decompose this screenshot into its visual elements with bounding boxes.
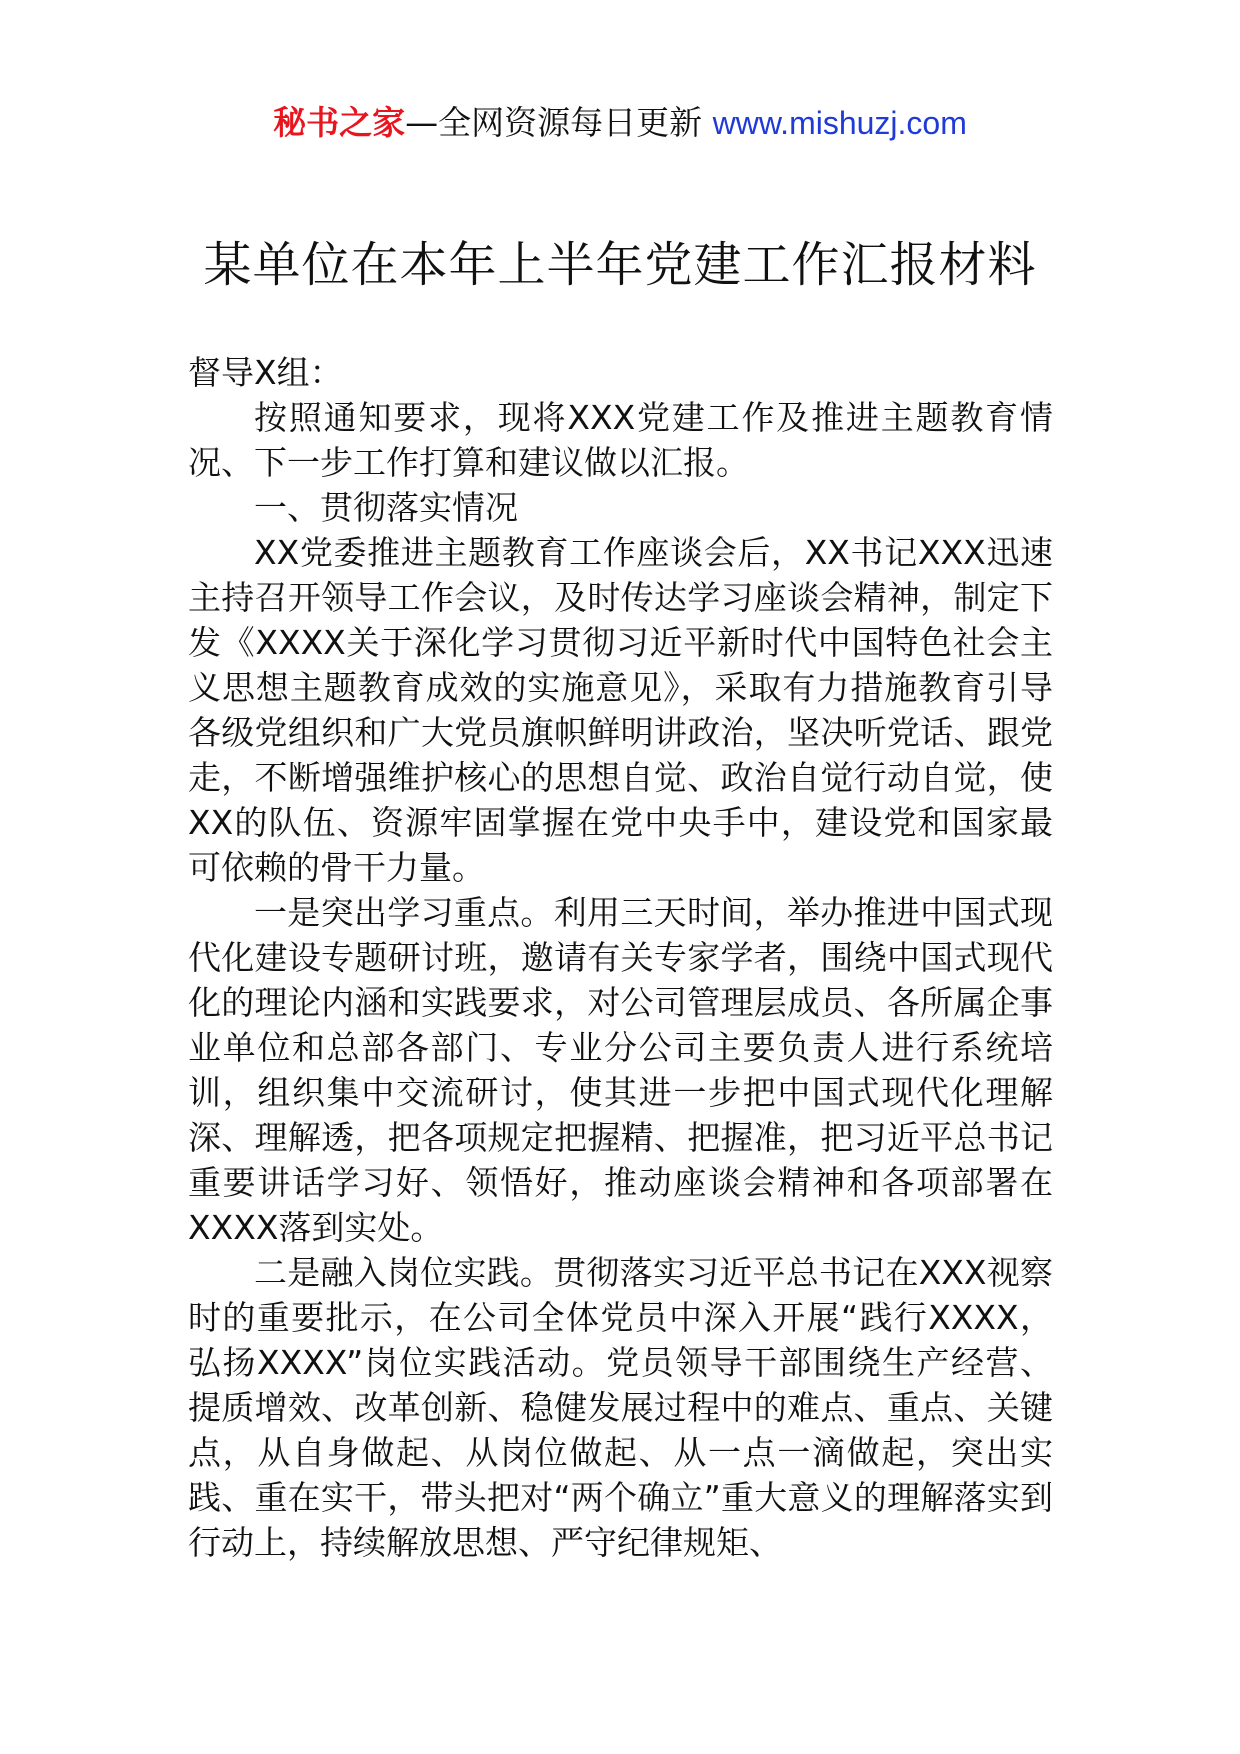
site-url-link[interactable]: www.mishuzj.com: [712, 105, 967, 141]
paragraph-study-focus: 一是突出学习重点。利用三天时间，举办推进中国式现代化建设专题研讨班，邀请有关专家学者，围绕中国式现代化的理论内涵和实践要求，对公司管理层成员、各所属企事业单位和总部各部门、专业分公司主要负责人进行系统培训，组织集中交流研讨，使其进一步把中国式现代化理解深、理解透，把各项规定把握精、把握准，把习近平总书记重要讲话学习好、领悟好，推动座谈会精神和各项部署在XXXX落到实处。: [188, 893, 1053, 1247]
salutation: 督导X组：: [188, 353, 343, 392]
brand-name: 秘书之家: [273, 103, 406, 142]
header-tagline: —全网资源每日更新: [405, 103, 713, 142]
document-body: [188, 350, 1053, 1565]
paragraph-intro: 按照通知要求，现将XXX党建工作及推进主题教育情况、下一步工作打算和建议做以汇报。: [188, 398, 1053, 482]
paragraph-implementation: XX党委推进主题教育工作座谈会后，XX书记XXX迅速主持召开领导工作会议，及时传达学习座谈会精神，制定下发《XXXX关于深化学习贯彻习近平新时代中国特色社会主义思想主题教育成效的实施意见》，采取有力措施教育引导各级党组织和广大党员旗帜鲜明讲政治，坚决听党话、跟党走，不断增强维护核心的思想自觉、政治自觉行动自觉，使XX的队伍、资源牢固掌握在党中央手中，建设党和国家最可依赖的骨干力量。: [188, 533, 1053, 887]
document-title: 某单位在本年上半年党建工作汇报材料: [203, 237, 1037, 293]
paragraph-job-practice: 二是融入岗位实践。贯彻落实习近平总书记在XXX视察时的重要批示，在公司全体党员中深入开展“践行XXXX，弘扬XXXX”岗位实践活动。党员领导干部围绕生产经营、提质增效、改革创新、稳健发展过程中的难点、重点、关键点，从自身做起、从岗位做起、从一点一滴做起，突出实践、重在实干，带头把对“两个确立”重大意义的理解落实到行动上，持续解放思想、严守纪律规矩、: [188, 1253, 1053, 1562]
section-heading: 一、贯彻落实情况: [254, 488, 518, 527]
site-header: [0, 100, 1240, 146]
